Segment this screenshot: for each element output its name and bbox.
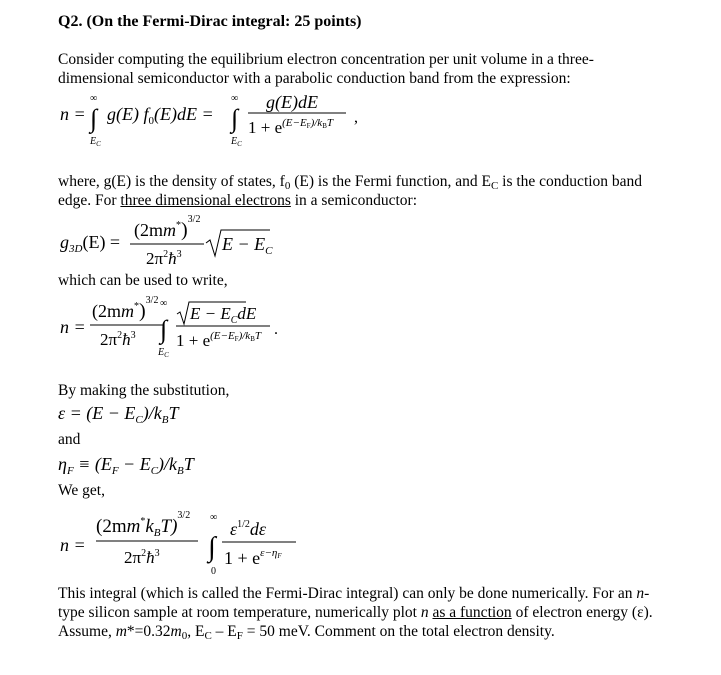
eq1-integrand: g(E) $f_0(E)dE$ = <box>107 104 214 127</box>
equation-epsilon-definition <box>56 399 256 427</box>
we-get-line: We get, <box>58 482 105 499</box>
eq3-int-numerator: $E - E_CdE$ <box>190 304 257 326</box>
and-line: and <box>58 431 81 448</box>
eq2-denominator: $2\pi^2ħ^3$ <box>146 249 182 268</box>
eq5-expression: $\eta_F \equiv (E_F - E_C)/k_BT$ <box>58 454 194 477</box>
equation-eta-definition <box>56 450 256 478</box>
three-dimensional-electrons-link: three dimensional electrons <box>120 192 291 209</box>
question-title: Q2. (On the Fermi-Dirac integral: 25 points) <box>58 13 362 30</box>
eq1-numerator: g(E)dE <box>266 92 318 112</box>
eq6-int-denominator: $1 + e^{\varepsilon-\eta}F$ <box>224 547 282 568</box>
where-line-1: where, g(E) is the density of states, $f_0$ (E) is the Fermi function, and $E_C$ is the conduction band <box>58 173 643 192</box>
eq1-integral-sign: ∫ <box>90 104 98 133</box>
eq1-lhs: n = <box>60 104 86 124</box>
closing-line-3: Assume, $m*=0.32m_0$, $E_C - E_F = 50$ meV. Comment on the total electron density. <box>58 623 555 642</box>
equation-density-of-states <box>56 206 296 268</box>
eq2-numerator: $(2mm^*)^{3/2}$ <box>134 214 201 241</box>
eq3-int-denominator: $1 + e^{(E-E}F$)/kBT <box>176 330 261 350</box>
intro-line-2: dimensional semiconductor with a parabolic conduction band from the expression: <box>58 70 571 87</box>
equation-electron-density <box>56 288 356 364</box>
eq1-denominator: $1 + e^{(E-E}F$)/kBT <box>248 117 333 137</box>
eq6-upper-limit: ∞ <box>210 512 218 523</box>
closing-line-1: This integral (which is called the Fermi-Dirac integral) can only be done numerically. For an n- <box>58 585 650 602</box>
eq3-lhs: n = <box>60 317 86 337</box>
eq1-lower-limit-2: $E_C$ <box>231 136 242 148</box>
eq2-lhs: $g_{3D}(E)$ = <box>60 232 121 255</box>
eq1-upper-limit: ∞ <box>90 93 98 104</box>
eq6-int-numerator: $\varepsilon^{1/2}d\varepsilon$ <box>230 519 266 539</box>
equation-fermi-dirac-form <box>56 500 356 580</box>
eq1-integral-sign-2: ∫ <box>231 104 239 133</box>
eq4-expression: $\varepsilon = (E - E_C)/k_BT$ <box>58 403 179 426</box>
intro-line-1: Consider computing the equilibrium electron concentration per unit volume in a three- <box>58 51 594 68</box>
equation-carrier-integral <box>56 86 376 150</box>
closing-line-2: type silicon sample at room temperature, numerically plot n as a function of electron energy (ε). <box>58 604 653 621</box>
eq2-sqrt-body: $E - E_C$ <box>222 234 273 257</box>
eq3-period: . <box>274 321 278 338</box>
as-a-function-link: as a function <box>432 604 512 621</box>
eq1-upper-limit-2: ∞ <box>231 93 239 104</box>
eq3-denominator: $2\pi^2ħ^3$ <box>100 330 136 349</box>
where-line-2: edge. For three dimensional electrons in a semiconductor: <box>58 192 417 209</box>
eq6-denominator: $2\pi^2ħ^3$ <box>124 548 160 567</box>
eq3-integral-sign: ∫ <box>160 315 168 344</box>
eq6-integral-sign: ∫ <box>208 532 216 563</box>
eq3-lower-limit: $E_C$ <box>158 347 169 359</box>
which-line: which can be used to write, <box>58 272 228 289</box>
eq6-lower-limit: 0 <box>211 566 216 577</box>
eq1-comma: , <box>354 109 358 126</box>
eq3-numerator: $(2mm^*)^{3/2}$ <box>92 295 159 322</box>
eq1-lower-limit: $E_C$ <box>90 136 101 148</box>
eq6-lhs: n = <box>60 535 86 555</box>
substitution-line: By making the substitution, <box>58 382 230 399</box>
eq6-numerator: $(2mm^*k_BT)^{3/2}$ <box>96 510 191 539</box>
eq3-upper-limit: ∞ <box>160 298 168 309</box>
